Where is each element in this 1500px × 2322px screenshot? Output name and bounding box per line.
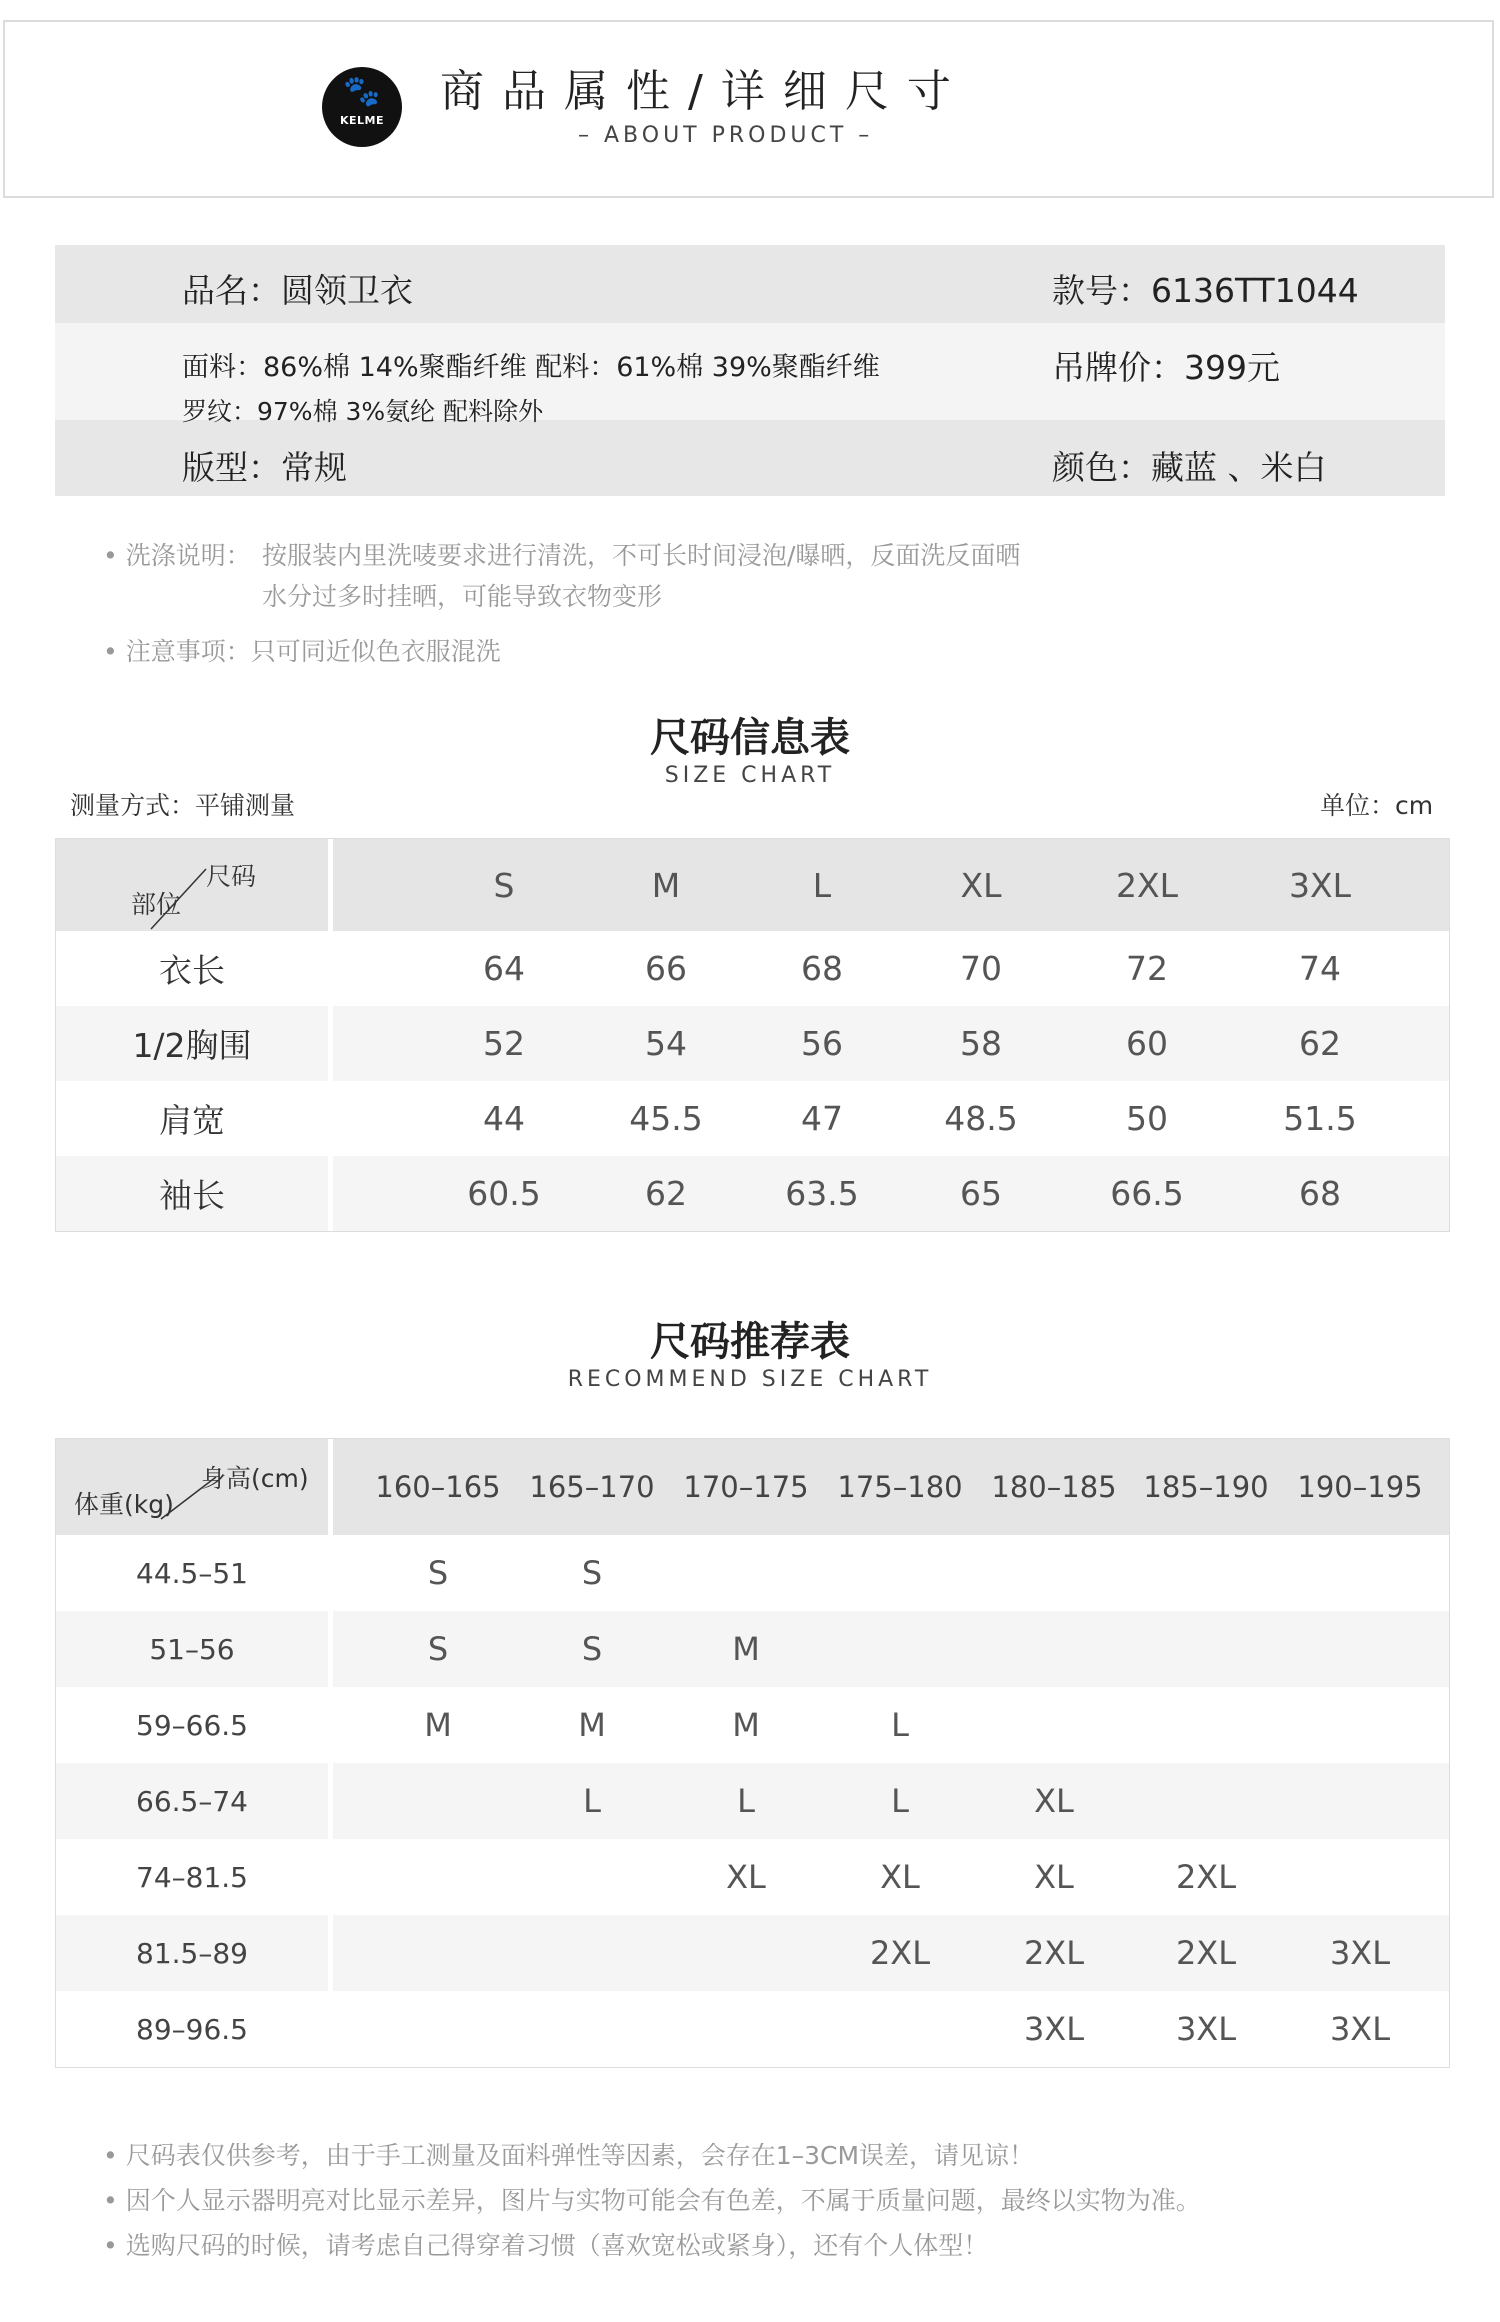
recommended-size: L [891, 1782, 909, 1820]
size-value: 54 [645, 1024, 687, 1063]
column-separator [328, 1156, 333, 1231]
footer-note: • 选购尺码的时候，请考虑自己得穿着习惯（喜欢宽松或紧身），还有个人体型！ [103, 2231, 989, 2260]
recommended-size: 2XL [869, 1934, 931, 1972]
height-header: 175–180 [837, 1470, 963, 1504]
recommended-size [365, 1763, 511, 1839]
size-value: 51.5 [1283, 1099, 1357, 1138]
size-header: XL [960, 865, 1002, 905]
column-separator [328, 839, 333, 931]
recommended-size [519, 1839, 665, 1915]
unit-label: 单位：cm [1320, 791, 1434, 820]
page-subtitle: – ABOUT PRODUCT – [578, 123, 874, 148]
column-separator [328, 1915, 333, 1991]
size-value: 70 [960, 949, 1002, 988]
recommend-chart-table [55, 1438, 1450, 2068]
rib-composition: 罗纹：97%棉 3%氨纶 配料除外 [182, 397, 544, 426]
wash-label: • 洗涤说明： [103, 541, 251, 570]
column-separator [328, 1611, 333, 1687]
recommend-row [56, 1535, 1449, 1611]
fabric-composition: 面料：86%棉 14%聚酯纤维 配料：61%棉 39%聚酯纤维 [182, 352, 880, 383]
recommended-size: S [581, 1554, 603, 1592]
recommended-size [365, 1915, 511, 1991]
weight-label: 51–56 [149, 1632, 235, 1666]
size-value: 62 [645, 1174, 687, 1213]
wash-instructions-line2: 水分过多时挂晒，可能导致衣物变形 [262, 582, 663, 611]
size-header: S [493, 865, 515, 905]
recommended-size: 3XL [1023, 2010, 1085, 2048]
recommended-size [1287, 1687, 1433, 1763]
recommended-size: XL [880, 1858, 920, 1896]
recommended-size [673, 1535, 819, 1611]
recommended-size: S [427, 1630, 449, 1668]
recommend-corner [56, 1439, 328, 1535]
size-value: 60.5 [467, 1174, 541, 1213]
column-separator [328, 1535, 333, 1611]
height-header: 170–175 [683, 1470, 809, 1504]
recommend-chart-subtitle: RECOMMEND SIZE CHART [567, 1367, 933, 1392]
recommended-size: XL [1034, 1782, 1074, 1820]
corner-divider [56, 839, 328, 931]
recommended-size: XL [726, 1858, 766, 1896]
corner-weight-label: 体重(kg) [74, 1490, 174, 1519]
size-value: 74 [1299, 949, 1341, 988]
size-value: 56 [801, 1024, 843, 1063]
size-header: M [651, 865, 681, 905]
recommended-size: 3XL [1329, 1934, 1391, 1972]
size-value: 68 [1299, 1174, 1341, 1213]
row-label: 1/2胸围 [132, 1026, 252, 1065]
recommended-size: 3XL [1329, 2010, 1391, 2048]
size-value: 60 [1126, 1024, 1168, 1063]
column-separator [328, 1081, 333, 1156]
recommended-size: 2XL [1023, 1934, 1085, 1972]
brand-logo [322, 67, 402, 147]
row-label: 袖长 [159, 1176, 225, 1215]
size-chart-corner [56, 839, 328, 931]
recommended-size [827, 1535, 973, 1611]
size-value: 66 [645, 949, 687, 988]
recommended-size: M [732, 1706, 760, 1744]
height-header: 180–185 [991, 1470, 1117, 1504]
recommended-size [1287, 1611, 1433, 1687]
product-name: 品名：圆领卫衣 [182, 271, 413, 310]
recommended-size [673, 1915, 819, 1991]
corner-part-label: 部位 [131, 890, 182, 919]
color-options: 颜色：藏蓝 、米白 [1052, 448, 1327, 487]
size-value: 50 [1126, 1099, 1168, 1138]
column-separator [328, 1687, 333, 1763]
size-value: 47 [801, 1099, 843, 1138]
size-chart-table [55, 838, 1450, 1232]
recommended-size: L [583, 1782, 601, 1820]
size-row [56, 1081, 1449, 1156]
weight-label: 74–81.5 [136, 1860, 248, 1894]
size-row [56, 931, 1449, 1006]
column-separator [328, 1991, 333, 2067]
page-title: 商品属性/详细尺寸 [440, 66, 969, 117]
wash-instructions-line1: 按服装内里洗唛要求进行清洗，不可长时间浸泡/曝晒，反面洗反面晒 [262, 541, 1021, 570]
recommended-size [1287, 1763, 1433, 1839]
weight-label: 89–96.5 [136, 2012, 248, 2046]
caution-note: • 注意事项：只可同近似色衣服混洗 [103, 637, 501, 666]
size-value: 62 [1299, 1024, 1341, 1063]
recommend-row [56, 1839, 1449, 1915]
height-header: 190–195 [1297, 1470, 1423, 1504]
recommended-size: L [891, 1706, 909, 1744]
recommended-size: M [732, 1630, 760, 1668]
recommend-header-row [56, 1439, 1449, 1535]
column-separator [328, 1006, 333, 1081]
recommend-row [56, 1687, 1449, 1763]
size-value: 65 [960, 1174, 1002, 1213]
recommended-size [1133, 1687, 1279, 1763]
recommended-size [981, 1687, 1127, 1763]
recommended-size [519, 1991, 665, 2067]
weight-label: 66.5–74 [136, 1784, 248, 1818]
row-label: 衣长 [159, 951, 225, 990]
column-separator [328, 1439, 333, 1535]
size-header: 3XL [1289, 865, 1351, 905]
size-value: 58 [960, 1024, 1002, 1063]
column-separator [328, 1763, 333, 1839]
recommend-row [56, 1915, 1449, 1991]
size-value: 64 [483, 949, 525, 988]
weight-label: 44.5–51 [136, 1556, 248, 1590]
recommended-size [365, 1991, 511, 2067]
weight-label: 81.5–89 [136, 1936, 248, 1970]
recommended-size [1287, 1535, 1433, 1611]
recommended-size [827, 1991, 973, 2067]
recommended-size [519, 1915, 665, 1991]
recommended-size [827, 1611, 973, 1687]
recommend-row [56, 1763, 1449, 1839]
brand-logo-text: KELME [339, 114, 384, 127]
weight-label: 59–66.5 [136, 1708, 248, 1742]
recommended-size: S [581, 1630, 603, 1668]
recommend-chart-title: 尺码推荐表 [650, 1319, 850, 1365]
recommended-size [1133, 1535, 1279, 1611]
row-label: 肩宽 [159, 1101, 225, 1140]
size-value: 45.5 [629, 1099, 703, 1138]
height-header: 160–165 [375, 1470, 501, 1504]
size-value: 48.5 [944, 1099, 1018, 1138]
style-number: 款号：6136TT1044 [1052, 271, 1359, 310]
size-chart-title: 尺码信息表 [650, 715, 850, 761]
recommend-row [56, 1991, 1449, 2067]
column-separator [328, 1839, 333, 1915]
tag-price: 吊牌价：399元 [1052, 348, 1280, 387]
recommended-size: L [737, 1782, 755, 1820]
size-chart-header-row [56, 839, 1449, 931]
size-row [56, 1006, 1449, 1081]
height-header: 185–190 [1143, 1470, 1269, 1504]
size-row [56, 1156, 1449, 1231]
corner-size-label: 尺码 [206, 862, 257, 891]
recommended-size: M [578, 1706, 606, 1744]
recommended-size: S [427, 1554, 449, 1592]
recommended-size [1133, 1763, 1279, 1839]
recommended-size: M [424, 1706, 452, 1744]
recommended-size [1133, 1611, 1279, 1687]
footer-note: • 因个人显示器明亮对比显示差异，图片与实物可能会有色差，不属于质量问题，最终以实物为准。 [103, 2186, 1201, 2215]
recommended-size [981, 1611, 1127, 1687]
recommended-size: XL [1034, 1858, 1074, 1896]
size-value: 72 [1126, 949, 1168, 988]
measure-method: 测量方式：平铺测量 [70, 791, 296, 820]
recommended-size: 2XL [1175, 1934, 1237, 1972]
column-separator [328, 931, 333, 1006]
recommended-size [673, 1991, 819, 2067]
size-value: 44 [483, 1099, 525, 1138]
paw-icon: 🐾 [343, 74, 381, 109]
size-value: 63.5 [785, 1174, 859, 1213]
size-chart-subtitle: SIZE CHART [664, 763, 836, 788]
fit-type: 版型：常规 [182, 448, 347, 487]
footer-note: • 尺码表仅供参考，由于手工测量及面料弹性等因素，会存在1–3CM误差，请见谅！ [103, 2141, 1035, 2170]
size-value: 68 [801, 949, 843, 988]
recommend-row [56, 1611, 1449, 1687]
recommended-size [365, 1839, 511, 1915]
recommended-size [1287, 1839, 1433, 1915]
recommended-size [981, 1535, 1127, 1611]
size-value: 66.5 [1110, 1174, 1184, 1213]
size-value: 52 [483, 1024, 525, 1063]
height-header: 165–170 [529, 1470, 655, 1504]
size-header: 2XL [1116, 865, 1178, 905]
recommended-size: 2XL [1175, 1858, 1237, 1896]
recommended-size: 3XL [1175, 2010, 1237, 2048]
corner-height-label: 身高(cm) [201, 1464, 309, 1493]
size-header: L [812, 865, 832, 905]
